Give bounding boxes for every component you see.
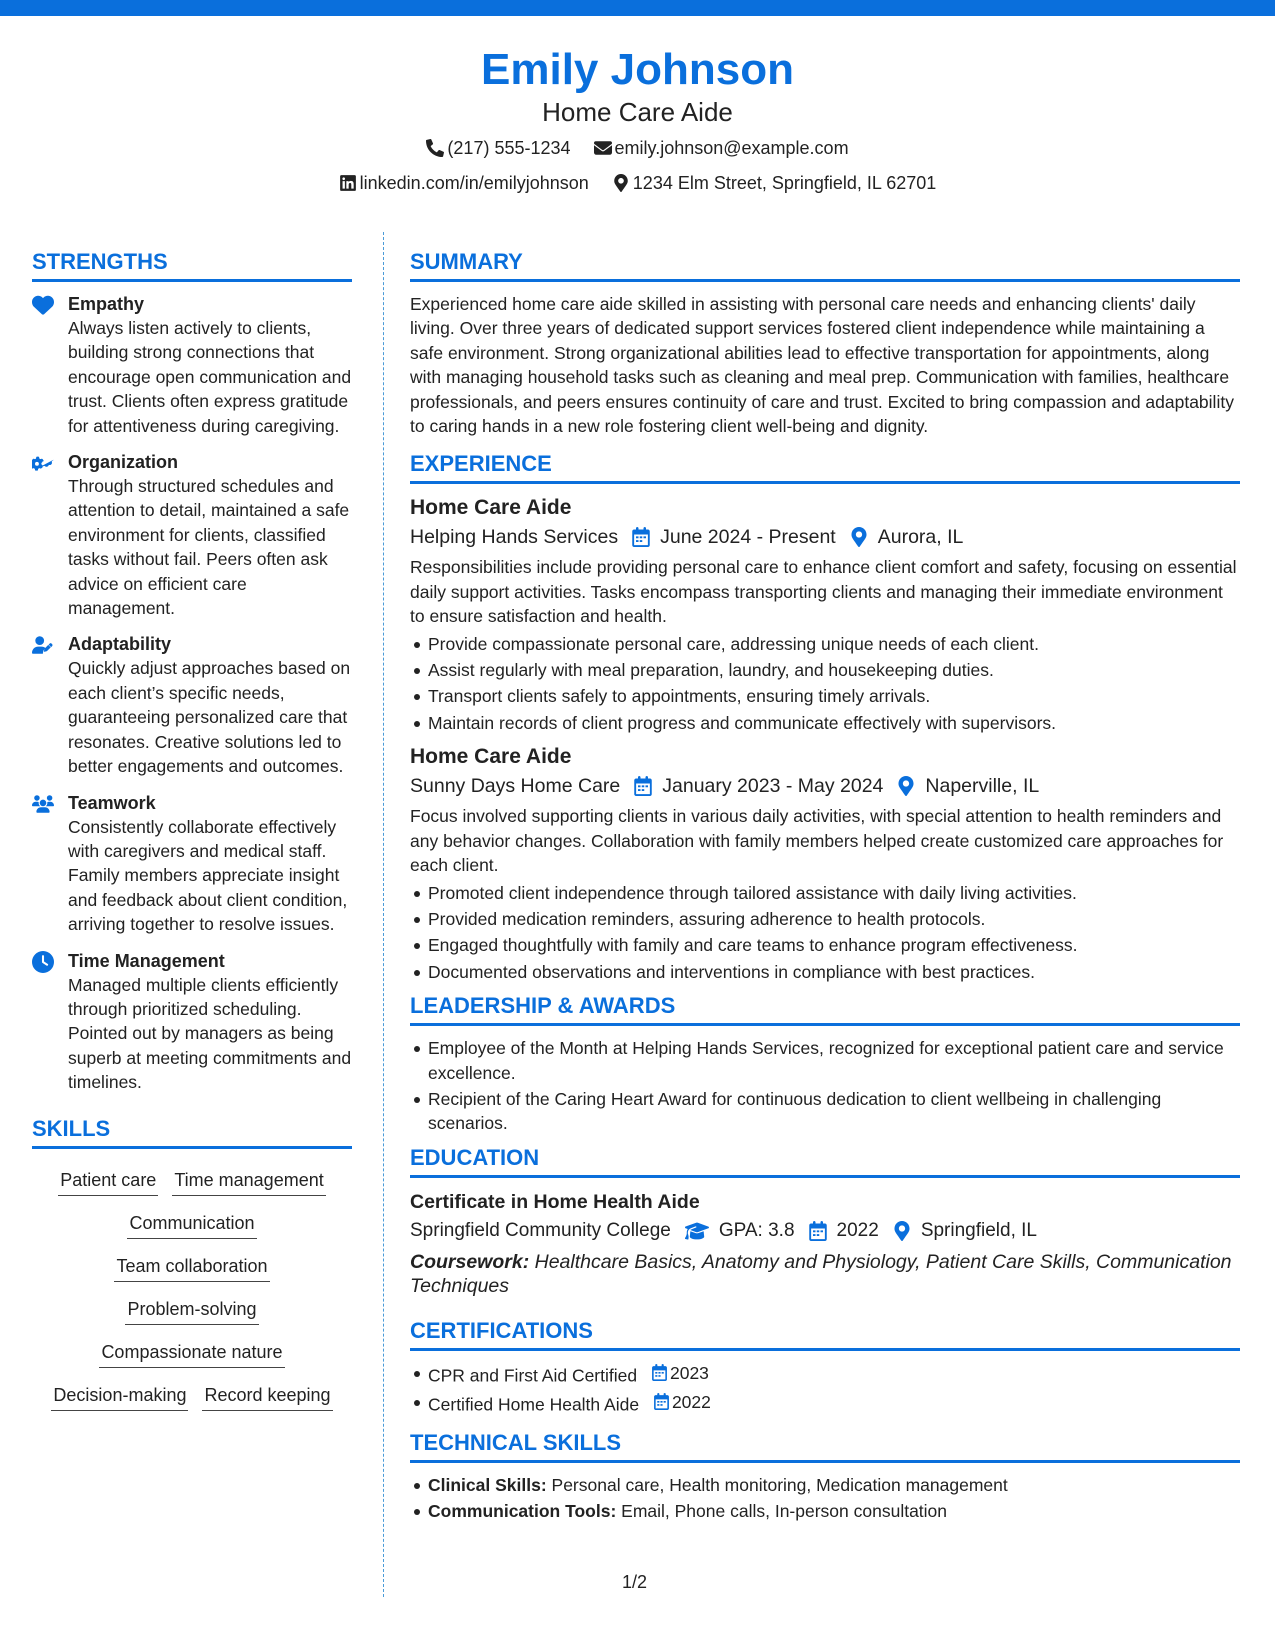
list-item: Maintain records of client progress and communicate effectively with supervisors. <box>410 711 1240 735</box>
strength-desc: Consistently collaborate effectively with caregivers and medical staff. Family members appreciate insight and feedback about client condition, arriving together to resolve issues. <box>68 816 348 935</box>
top-accent-bar <box>0 0 1275 16</box>
calendar-icon <box>634 776 652 796</box>
coursework-text: Healthcare Basics, Anatomy and Physiology, Patient Care Skills, Communication Techniques <box>410 1250 1232 1298</box>
page-number: 1/2 <box>622 1572 648 1592</box>
users-icon <box>32 793 54 815</box>
heart-icon <box>32 294 54 316</box>
list-item: Provide compassionate personal care, addressing unique needs of each client. <box>410 632 1240 656</box>
strength-item <box>32 292 352 438</box>
job-company: Sunny Days Home Care <box>410 775 621 798</box>
resume-header <box>0 44 1275 198</box>
awards-list <box>410 1036 1240 1136</box>
clock-icon <box>32 951 54 973</box>
job-bullets <box>410 881 1240 985</box>
job-meta <box>410 771 1240 801</box>
calendar-icon <box>654 1393 669 1410</box>
degree-name: Certificate in Home Health Aide <box>410 1190 700 1213</box>
calendar-icon <box>652 1364 667 1381</box>
list-item: Promoted client independence through tailored assistance with daily living activities. <box>410 881 1240 905</box>
education-heading: EDUCATION <box>410 1144 1240 1178</box>
certification-item <box>410 1361 1240 1388</box>
strength-name: Organization <box>68 452 179 473</box>
skill-tag: Patient care <box>58 1167 158 1196</box>
skills-heading: SKILLS <box>32 1115 352 1149</box>
education-year: 2022 <box>836 1219 879 1241</box>
job-meta <box>410 522 1240 552</box>
certification-date <box>644 1390 711 1414</box>
envelope-icon <box>594 139 612 157</box>
strength-item <box>32 450 352 620</box>
skill-tag: Compassionate nature <box>99 1339 284 1368</box>
contact-line-1 <box>0 136 1275 163</box>
job-company: Helping Hands Services <box>410 526 619 549</box>
certification-name: CPR and First Aid Certified <box>428 1365 638 1386</box>
strength-item <box>32 949 352 1095</box>
strength-desc: Quickly adjust approaches based on each client’s specific needs, guaranteeing personalized care that resonates. Creative solutions led to better engagements and outcomes. <box>68 658 351 777</box>
coursework-label: Coursework: <box>410 1250 530 1273</box>
job-dates: January 2023 - May 2024 <box>662 775 884 798</box>
left-column <box>32 248 352 1417</box>
location-pin-icon <box>897 776 915 796</box>
technical-skill-value: Email, Phone calls, In-person consultation <box>621 1501 948 1522</box>
strength-item <box>32 791 352 937</box>
strength-name: Teamwork <box>68 792 156 813</box>
coursework <box>410 1250 1240 1299</box>
list-item: Engaged thoughtfully with family and care teams to enhance program effectiveness. <box>410 933 1240 957</box>
email-contact <box>594 136 849 160</box>
strength-desc: Always listen actively to clients, building strong connections that encourage open communication and trust. Clients often express gratitude for attentiveness during caregiving. <box>68 318 352 436</box>
linkedin-icon <box>339 174 357 192</box>
technical-skills-list <box>410 1473 1240 1524</box>
list-item: Provided medication reminders, assuring adherence to health protocols. <box>410 907 1240 931</box>
skill-tag: Record keeping <box>202 1382 332 1411</box>
job-title: Home Care Aide <box>410 496 572 520</box>
skill-tag: Time management <box>172 1167 325 1196</box>
certifications-heading: CERTIFICATIONS <box>410 1317 1240 1351</box>
phone-icon <box>426 139 444 157</box>
summary-heading: SUMMARY <box>410 248 1240 282</box>
strength-name: Time Management <box>68 950 225 971</box>
skill-tag: Communication <box>127 1210 256 1239</box>
strength-item <box>32 632 352 778</box>
strength-name: Empathy <box>68 294 145 314</box>
awards-heading: LEADERSHIP & AWARDS <box>410 992 1240 1026</box>
strength-desc: Through structured schedules and attention to detail, maintained a safe environment for clients, classified tasks without fail. Peers often ask advice on efficient care management. <box>68 476 350 619</box>
job-location: Naperville, IL <box>925 775 1040 798</box>
school-name: Springfield Community College <box>410 1219 671 1241</box>
summary-text: Experienced home care aide skilled in assisting with personal care needs and enhancing clients' daily living. Over three years of dedicated support services fostered client independence while maintaining a safe environment. Strong organizational abilities lead to effective transportation for appointments, along with managing household tasks such as cleaning and meal prep. Communication with families, healthcare professionals, and peers ensures continuity of care and trust. Excited to bring compassion and adaptability to caring hands in a new role fostering client well-being and dignity. <box>410 294 1234 437</box>
candidate-name: Emily Johnson <box>481 45 794 94</box>
technical-skill-value: Personal care, Health monitoring, Medication management <box>551 1474 1008 1495</box>
technical-skill-label: Clinical Skills: <box>428 1474 547 1495</box>
skill-tag: Decision-making <box>51 1382 188 1411</box>
certification-name: Certified Home Health Aide <box>428 1394 640 1415</box>
column-divider <box>383 232 384 1597</box>
job-location: Aurora, IL <box>877 526 964 549</box>
calendar-icon <box>632 527 650 547</box>
strength-desc: Managed multiple clients efficiently through prioritized scheduling. Pointed out by managers as being superb at meeting commitments and timelines. <box>68 974 352 1093</box>
job-bullets <box>410 632 1240 736</box>
technical-skill-item <box>410 1473 1240 1497</box>
certification-year: 2023 <box>669 1362 709 1383</box>
right-column <box>410 248 1240 1532</box>
calendar-icon <box>809 1221 827 1241</box>
education-meta <box>410 1216 1240 1246</box>
contact-line-2 <box>0 171 1275 198</box>
user-edit-icon <box>32 634 54 656</box>
certification-item <box>410 1390 1240 1417</box>
certification-year: 2022 <box>671 1391 711 1412</box>
graduation-cap-icon <box>685 1221 709 1241</box>
certification-date <box>642 1361 709 1385</box>
job-entry <box>410 494 1240 735</box>
gears-icon <box>32 452 54 474</box>
technical-skill-label: Communication Tools: <box>428 1501 617 1522</box>
technical-skill-item <box>410 1499 1240 1523</box>
technical-skills-heading: TECHNICAL SKILLS <box>410 1429 1240 1463</box>
strengths-heading: STRENGTHS <box>32 248 352 282</box>
list-item: Employee of the Month at Helping Hands Services, recognized for exceptional patient care and service excellence. <box>410 1036 1240 1085</box>
certifications-list <box>410 1361 1240 1417</box>
email-text: emily.johnson@example.com <box>614 138 849 158</box>
linkedin-text: linkedin.com/in/emilyjohnson <box>359 173 589 193</box>
list-item: Transport clients safely to appointments, ensuring timely arrivals. <box>410 684 1240 708</box>
location-pin-icon <box>612 174 630 192</box>
education-gpa: GPA: 3.8 <box>718 1219 795 1241</box>
list-item: Documented observations and interventions in compliance with best practices. <box>410 960 1240 984</box>
skill-tag: Problem-solving <box>125 1296 258 1325</box>
list-item: Recipient of the Caring Heart Award for continuous dedication to client wellbeing in challenging scenarios. <box>410 1087 1240 1136</box>
skill-tag: Team collaboration <box>114 1253 269 1282</box>
address-contact <box>612 171 937 195</box>
job-description: Responsibilities include providing personal care to enhance client comfort and safety, focusing on essential daily support activities. Tasks encompass transporting clients and managing their immediate environment to ensure satisfaction and health. <box>410 557 1237 627</box>
list-item: Assist regularly with meal preparation, laundry, and housekeeping duties. <box>410 658 1240 682</box>
candidate-title: Home Care Aide <box>542 97 733 127</box>
phone-text: (217) 555-1234 <box>447 138 571 158</box>
location-pin-icon <box>893 1221 911 1241</box>
phone-contact <box>426 136 570 160</box>
address-text: 1234 Elm Street, Springfield, IL 62701 <box>632 173 937 193</box>
job-title: Home Care Aide <box>410 745 572 769</box>
education-location: Springfield, IL <box>920 1219 1037 1241</box>
strength-name: Adaptability <box>68 634 172 655</box>
linkedin-contact <box>339 171 589 195</box>
job-description: Focus involved supporting clients in various daily activities, with special attention to health reminders and any behavior changes. Collaboration with family members helped create customized care approaches for each client. <box>410 806 1224 876</box>
location-pin-icon <box>850 527 868 547</box>
experience-heading: EXPERIENCE <box>410 450 1240 484</box>
skills-list <box>32 1159 352 1417</box>
job-entry <box>410 743 1240 984</box>
job-dates: June 2024 - Present <box>660 526 836 549</box>
